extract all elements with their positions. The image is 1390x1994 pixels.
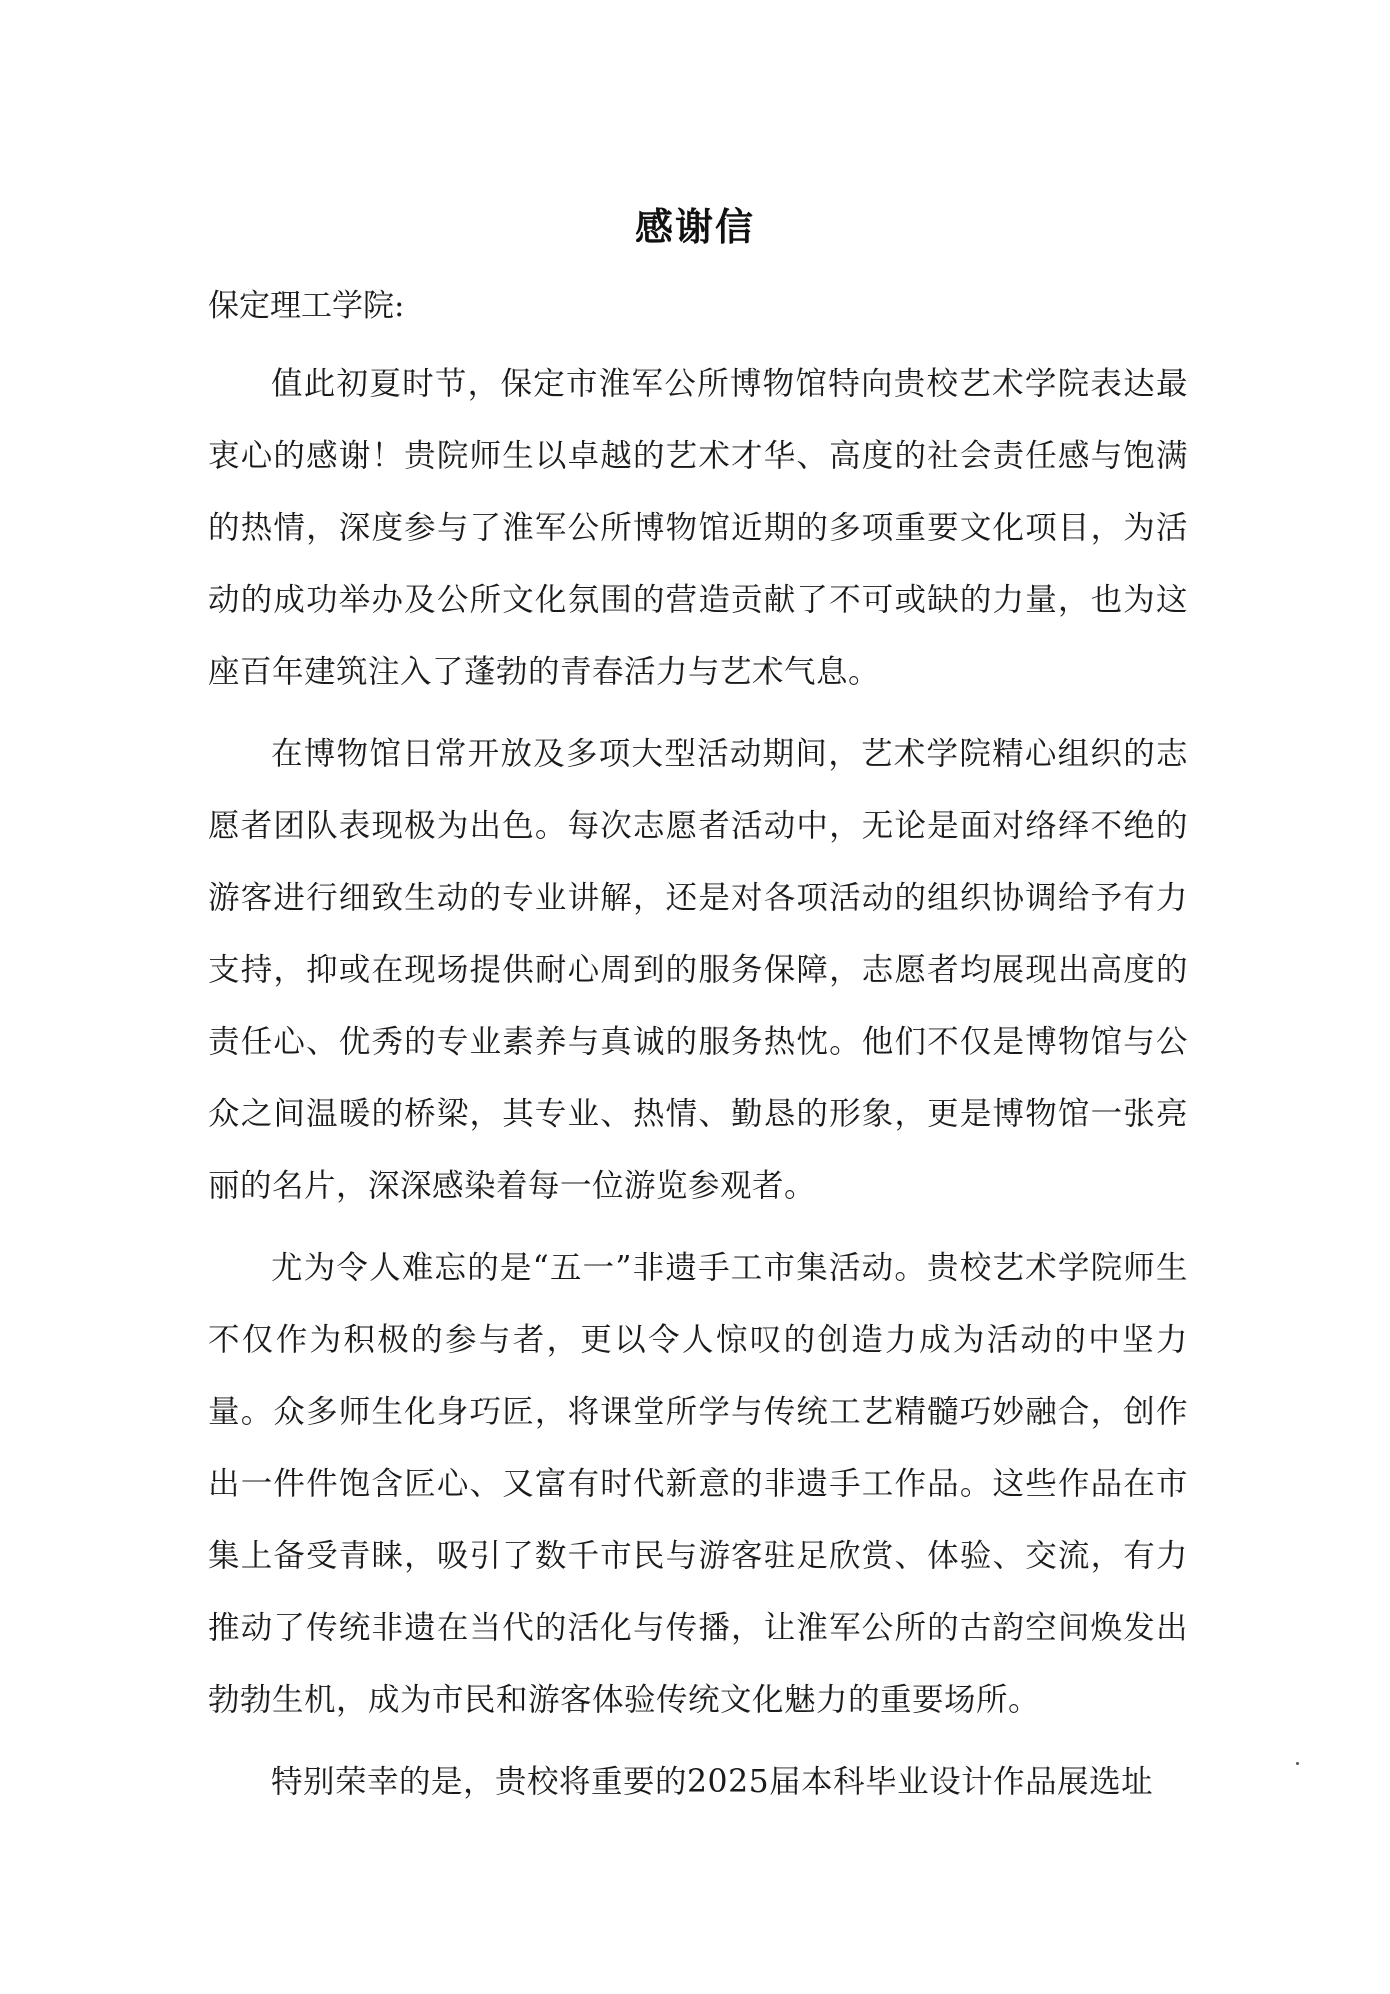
paragraph-3: 尤为令人难忘的是“五一”非遗手工市集活动。贵校艺术学院师生不仅作为积极的参与者，更以令人惊叹的创造力成为活动的中坚力量。众多师生化身巧匠，将课堂所学与传统工艺精髓巧妙融合，创作出一件件饱含匠心、又富有时代新意的非遗手工作品。这些作品在市集上备受青睐，吸引了数千市民与游客驻足欣赏、体验、交流，有力推动了传统非遗在当代的活化与传播，让淮军公所的古韵空间焕发出勃勃生机，成为市民和游客体验传统文化魅力的重要场所。 [208,1250,1188,1718]
scan-speck [1296,1762,1299,1765]
paragraph-1: 值此初夏时节，保定市淮军公所博物馆特向贵校艺术学院表达最衷心的感谢！贵院师生以卓越的艺术才华、高度的社会责任感与饱满的热情，深度参与了淮军公所博物馆近期的多项重要文化项目，为活动的成功举办及公所文化氛围的营造贡献了不可或缺的力量，也为这座百年建筑注入了蓬勃的青春活力与艺术气息。 [208,366,1188,690]
letter-body [208,348,1188,1828]
letter-title: 感谢信 [634,205,755,249]
paragraph-4: 特别荣幸的是，贵校将重要的2025届本科毕业设计作品展选址 [271,1764,1154,1800]
letter-salutation: 保定理工学院: [208,288,405,324]
paragraph-2: 在博物馆日常开放及多项大型活动期间，艺术学院精心组织的志愿者团队表现极为出色。每次志愿者活动中，无论是面对络绎不绝的游客进行细致生动的专业讲解，还是对各项活动的组织协调给予有力支持，抑或在现场提供耐心周到的服务保障，志愿者均展现出高度的责任心、优秀的专业素养与真诚的服务热忱。他们不仅是博物馆与公众之间温暖的桥梁，其专业、热情、勤恳的形象，更是博物馆一张亮丽的名片，深深感染着每一位游览参观者。 [208,736,1188,1204]
